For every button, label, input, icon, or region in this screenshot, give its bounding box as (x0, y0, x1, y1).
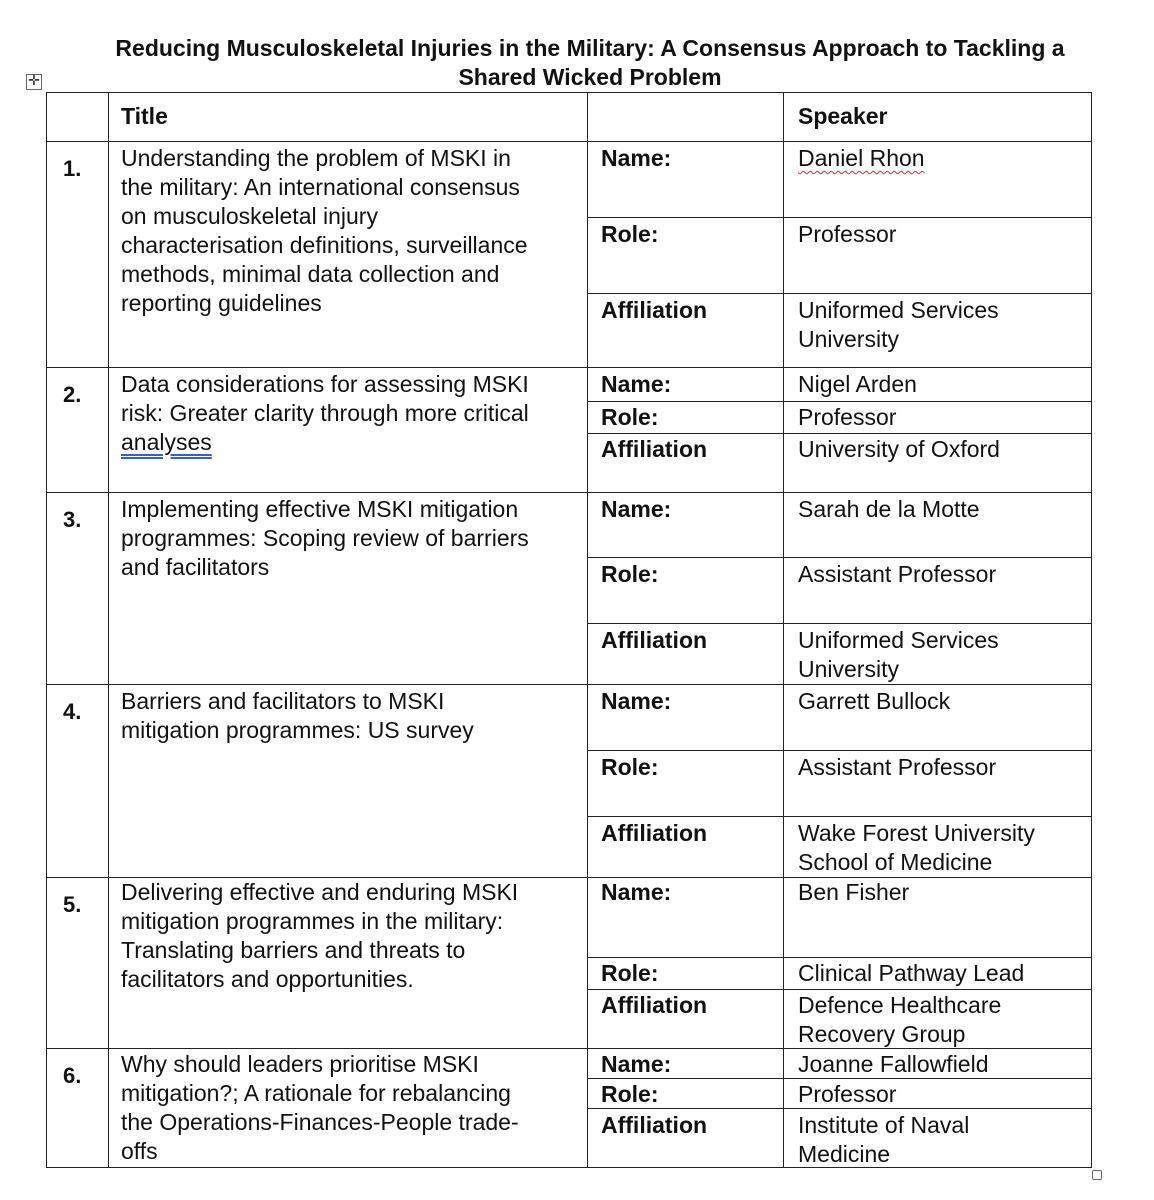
speaker-name: Ben Fisher (798, 879, 910, 905)
document-title: Reducing Musculoskeletal Injuries in the Military: A Consensus Approach to Tackling a Shared Wicked Problem (115, 35, 1065, 90)
name-label: Name: (601, 371, 672, 397)
row-number: 3. (63, 507, 82, 532)
row-number: 5. (63, 892, 82, 917)
name-label: Name: (601, 1051, 672, 1077)
row-number: 4. (63, 699, 82, 724)
affiliation-label: Affiliation (601, 436, 708, 462)
speaker-affiliation: University of Oxford (798, 436, 1000, 462)
row-number: 6. (63, 1063, 82, 1088)
name-label: Name: (601, 145, 672, 171)
role-label: Role: (601, 404, 659, 430)
row-number: 2. (63, 382, 82, 407)
affiliation-label: Affiliation (601, 992, 708, 1018)
speaker-name: Sarah de la Motte (798, 496, 980, 522)
affiliation-label: Affiliation (601, 627, 708, 653)
speaker-role: Assistant Professor (798, 754, 997, 780)
name-label: Name: (601, 688, 672, 714)
name-label: Name: (601, 879, 672, 905)
speaker-name: Garrett Bullock (798, 688, 951, 714)
role-label: Role: (601, 221, 659, 247)
speaker-name: Daniel Rhon (798, 145, 925, 171)
speaker-role: Professor (798, 221, 897, 247)
speaker-role: Clinical Pathway Lead (798, 960, 1025, 986)
row-number: 1. (63, 156, 82, 181)
name-label: Name: (601, 496, 672, 522)
speaker-role: Professor (798, 1081, 897, 1107)
role-label: Role: (601, 1081, 659, 1107)
speaker-role: Professor (798, 404, 897, 430)
role-label: Role: (601, 754, 659, 780)
role-label: Role: (601, 561, 659, 587)
speaker-name: Nigel Arden (798, 371, 917, 397)
speaker-role: Assistant Professor (798, 561, 997, 587)
affiliation-label: Affiliation (601, 820, 708, 846)
speaker-name: Joanne Fallowfield (798, 1051, 989, 1077)
role-label: Role: (601, 960, 659, 986)
header-speaker: Speaker (798, 103, 888, 129)
affiliation-label: Affiliation (601, 297, 708, 323)
affiliation-label: Affiliation (601, 1112, 708, 1138)
header-title: Title (121, 103, 168, 129)
session-table: Title Speaker 1. Understanding the problem of MSKI in the military: An international consensus on musculoskeletal injury characterisation definitions, surveillance methods, minimal data collection and reporting guidelines Name: Daniel Rhon Role: Professor Affiliation Uniformed Services University 2. Data considerations for assessing MSKI risk: Greater clarity through more critical analyses Name: Nigel Arden Role: Professor Affiliation University of Oxford 3. Implementing effective MSKI mitigation programmes: Scoping review of barriers and facilitators Name: Sarah de la Motte Role: Assistant Professor Affiliation Uniformed Services University 4. Barriers and facilitators to MSKI mitigation programmes: US survey Name: Garrett Bullock Role: Assistant Professor Affiliation Wake Forest University School of Medicine 5. Delivering effective and enduring MSKI mitigation programmes in the military: Translating barriers and threats to facilitators and opportunities. Name: Ben Fisher Role: Clinical Pathway Lead Affiliation Defence Healthcare Recovery Group 6. Why should leaders prioritise MSKI mitigation?; A rationale for rebalancing the Operations-Finances-People trade- offs Name: Joanne Fallowfield Role: Professor Affiliation Institute of Naval Medicine (0, 0, 1154, 1200)
table-move-handle-icon[interactable]: ✛ (26, 74, 42, 90)
table-resize-handle[interactable] (1092, 1170, 1102, 1180)
